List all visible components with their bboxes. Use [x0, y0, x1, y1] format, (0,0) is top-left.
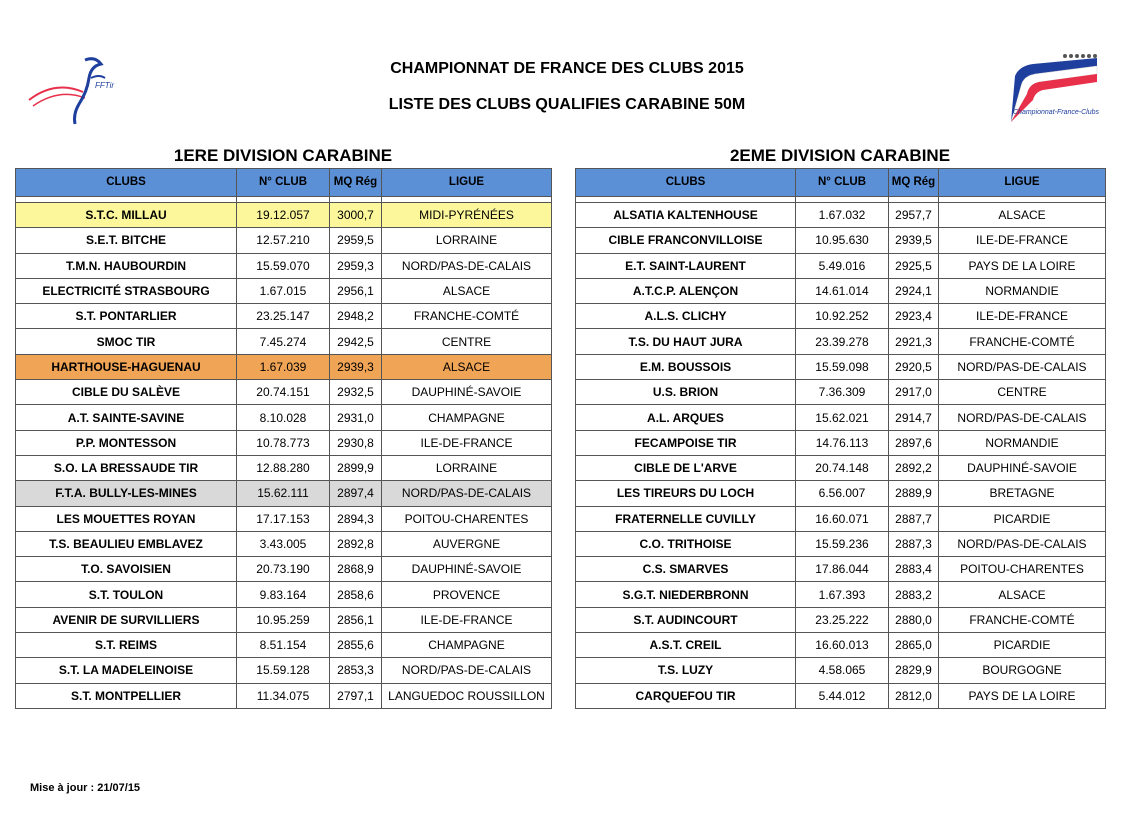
table-row: [576, 228, 1106, 253]
club-cell: E.T. SAINT-LAURENT: [576, 253, 796, 278]
club-cell: S.T. LA MADELEINOISE: [16, 658, 237, 683]
club-number-cell: 17.17.153: [237, 506, 330, 531]
table-row: [16, 658, 552, 683]
svg-text:Championnat-France-Clubs: Championnat-France-Clubs: [1013, 109, 1099, 116]
table-row: [576, 506, 1106, 531]
club-cell: FECAMPOISE TIR: [576, 430, 796, 455]
mq-reg-cell: 2920,5: [889, 354, 939, 379]
mq-reg-cell: 2923,4: [889, 304, 939, 329]
club-number-cell: 1.67.015: [237, 278, 330, 303]
ligue-cell: LORRAINE: [382, 228, 552, 253]
ligue-cell: CENTRE: [382, 329, 552, 354]
club-number-cell: 23.25.147: [237, 304, 330, 329]
club-cell: U.S. BRION: [576, 380, 796, 405]
mq-reg-cell: 2942,5: [330, 329, 382, 354]
col-header-mq-reg: MQ Rég: [330, 169, 382, 197]
ligue-cell: PROVENCE: [382, 582, 552, 607]
mq-reg-cell: 2959,5: [330, 228, 382, 253]
club-cell: A.L. ARQUES: [576, 405, 796, 430]
ligue-cell: ILE-DE-FRANCE: [939, 304, 1106, 329]
ligue-cell: BRETAGNE: [939, 481, 1106, 506]
club-number-cell: 8.51.154: [237, 633, 330, 658]
mq-reg-cell: 2917,0: [889, 380, 939, 405]
mq-reg-cell: 2932,5: [330, 380, 382, 405]
club-number-cell: 20.73.190: [237, 557, 330, 582]
table-row: [576, 481, 1106, 506]
col-header-num-club: N° CLUB: [237, 169, 330, 197]
mq-reg-cell: 2899,9: [330, 455, 382, 480]
ligue-cell: CHAMPAGNE: [382, 405, 552, 430]
club-cell: CIBLE DE L'ARVE: [576, 455, 796, 480]
division2-body: [576, 197, 1106, 709]
club-cell: A.T.C.P. ALENÇON: [576, 278, 796, 303]
club-cell: S.T. MONTPELLIER: [16, 683, 237, 708]
mq-reg-cell: 2892,8: [330, 531, 382, 556]
club-cell: AVENIR DE SURVILLIERS: [16, 607, 237, 632]
mq-reg-cell: 2959,3: [330, 253, 382, 278]
club-cell: ELECTRICITÉ STRASBOURG: [16, 278, 237, 303]
mq-reg-cell: 3000,7: [330, 203, 382, 228]
club-number-cell: 7.45.274: [237, 329, 330, 354]
ligue-cell: POITOU-CHARENTES: [382, 506, 552, 531]
club-cell: T.S. BEAULIEU EMBLAVEZ: [16, 531, 237, 556]
club-number-cell: 10.95.630: [796, 228, 889, 253]
mq-reg-cell: 2887,3: [889, 531, 939, 556]
mq-reg-cell: 2914,7: [889, 405, 939, 430]
ligue-cell: BOURGOGNE: [939, 658, 1106, 683]
club-cell: S.O. LA BRESSAUDE TIR: [16, 455, 237, 480]
ligue-cell: AUVERGNE: [382, 531, 552, 556]
col-header-num-club: N° CLUB: [796, 169, 889, 197]
mq-reg-cell: 2957,7: [889, 203, 939, 228]
ligue-cell: NORD/PAS-DE-CALAIS: [382, 253, 552, 278]
ligue-cell: FRANCHE-COMTÉ: [939, 607, 1106, 632]
mq-reg-cell: 2883,4: [889, 557, 939, 582]
club-cell: S.G.T. NIEDERBRONN: [576, 582, 796, 607]
club-cell: C.O. TRITHOISE: [576, 531, 796, 556]
ligue-cell: FRANCHE-COMTÉ: [939, 329, 1106, 354]
club-number-cell: 15.62.021: [796, 405, 889, 430]
ligue-cell: CHAMPAGNE: [382, 633, 552, 658]
ligue-cell: CENTRE: [939, 380, 1106, 405]
club-number-cell: 14.76.113: [796, 430, 889, 455]
ligue-cell: NORD/PAS-DE-CALAIS: [939, 531, 1106, 556]
club-cell: CIBLE DU SALÈVE: [16, 380, 237, 405]
club-number-cell: 12.57.210: [237, 228, 330, 253]
ligue-cell: NORD/PAS-DE-CALAIS: [382, 658, 552, 683]
col-header-mq-reg: MQ Rég: [889, 169, 939, 197]
mq-reg-cell: 2829,9: [889, 658, 939, 683]
col-header-ligue: LIGUE: [382, 169, 552, 197]
table-row: [576, 329, 1106, 354]
ligue-cell: MIDI-PYRÉNÉES: [382, 203, 552, 228]
table-row: [16, 380, 552, 405]
table-row: [16, 278, 552, 303]
club-number-cell: 15.62.111: [237, 481, 330, 506]
club-number-cell: 8.10.028: [237, 405, 330, 430]
club-number-cell: 1.67.032: [796, 203, 889, 228]
club-cell: SMOC TIR: [16, 329, 237, 354]
ligue-cell: LANGUEDOC ROUSSILLON: [382, 683, 552, 708]
club-cell: A.L.S. CLICHY: [576, 304, 796, 329]
club-cell: CARQUEFOU TIR: [576, 683, 796, 708]
table-row: [576, 253, 1106, 278]
mq-reg-cell: 2894,3: [330, 506, 382, 531]
club-cell: S.T. REIMS: [16, 633, 237, 658]
division1-title: 1ERE DIVISION CARABINE: [173, 146, 393, 165]
club-cell: CIBLE FRANCONVILLOISE: [576, 228, 796, 253]
table-row: [16, 683, 552, 708]
table-row: [576, 683, 1106, 708]
ligue-cell: DAUPHINÉ-SAVOIE: [382, 380, 552, 405]
mq-reg-cell: 2880,0: [889, 607, 939, 632]
club-number-cell: 5.44.012: [796, 683, 889, 708]
ligue-cell: ALSACE: [939, 203, 1106, 228]
table-header-row: [16, 169, 552, 197]
club-number-cell: 16.60.013: [796, 633, 889, 658]
club-number-cell: 7.36.309: [796, 380, 889, 405]
club-cell: HARTHOUSE-HAGUENAU: [16, 354, 237, 379]
club-number-cell: 10.92.252: [796, 304, 889, 329]
club-number-cell: 10.95.259: [237, 607, 330, 632]
club-number-cell: 5.49.016: [796, 253, 889, 278]
table-row: [16, 455, 552, 480]
mq-reg-cell: 2948,2: [330, 304, 382, 329]
club-cell: A.T. SAINTE-SAVINE: [16, 405, 237, 430]
ligue-cell: LORRAINE: [382, 455, 552, 480]
ligue-cell: NORD/PAS-DE-CALAIS: [382, 481, 552, 506]
club-cell: S.E.T. BITCHE: [16, 228, 237, 253]
ligue-cell: NORMANDIE: [939, 278, 1106, 303]
club-number-cell: 1.67.393: [796, 582, 889, 607]
page-title: CHAMPIONNAT DE FRANCE DES CLUBS 2015: [390, 60, 744, 77]
table-row: [576, 531, 1106, 556]
ligue-cell: NORD/PAS-DE-CALAIS: [939, 405, 1106, 430]
table-row: [16, 430, 552, 455]
table-row: [576, 633, 1106, 658]
table-header-row: [576, 169, 1106, 197]
club-cell: LES TIREURS DU LOCH: [576, 481, 796, 506]
mq-reg-cell: 2856,1: [330, 607, 382, 632]
mq-reg-cell: 2931,0: [330, 405, 382, 430]
update-date: Mise à jour : 21/07/15: [30, 782, 141, 794]
club-number-cell: 9.83.164: [237, 582, 330, 607]
club-number-cell: 3.43.005: [237, 531, 330, 556]
table-row: [16, 506, 552, 531]
ligue-cell: FRANCHE-COMTÉ: [382, 304, 552, 329]
club-number-cell: 16.60.071: [796, 506, 889, 531]
table-row: [576, 607, 1106, 632]
ligue-cell: ALSACE: [382, 354, 552, 379]
table-row: [576, 430, 1106, 455]
ligue-cell: ILE-DE-FRANCE: [382, 430, 552, 455]
club-cell: T.S. DU HAUT JURA: [576, 329, 796, 354]
mq-reg-cell: 2956,1: [330, 278, 382, 303]
mq-reg-cell: 2889,9: [889, 481, 939, 506]
ligue-cell: DAUPHINÉ-SAVOIE: [939, 455, 1106, 480]
ligue-cell: ALSACE: [939, 582, 1106, 607]
club-number-cell: 20.74.148: [796, 455, 889, 480]
ligue-cell: DAUPHINÉ-SAVOIE: [382, 557, 552, 582]
col-header-ligue: LIGUE: [939, 169, 1106, 197]
table-row: [16, 633, 552, 658]
ligue-cell: PICARDIE: [939, 506, 1106, 531]
mq-reg-cell: 2883,2: [889, 582, 939, 607]
ligue-cell: PAYS DE LA LOIRE: [939, 683, 1106, 708]
club-number-cell: 15.59.128: [237, 658, 330, 683]
ligue-cell: ILE-DE-FRANCE: [382, 607, 552, 632]
club-number-cell: 12.88.280: [237, 455, 330, 480]
ligue-cell: PAYS DE LA LOIRE: [939, 253, 1106, 278]
club-number-cell: 10.78.773: [237, 430, 330, 455]
table-row: [16, 203, 552, 228]
table-row: [16, 607, 552, 632]
mq-reg-cell: 2939,5: [889, 228, 939, 253]
mq-reg-cell: 2858,6: [330, 582, 382, 607]
table-row: [576, 405, 1106, 430]
club-number-cell: 14.61.014: [796, 278, 889, 303]
club-number-cell: 1.67.039: [237, 354, 330, 379]
svg-text:FFTir: FFTir: [95, 81, 115, 90]
club-cell: C.S. SMARVES: [576, 557, 796, 582]
table-row: [16, 405, 552, 430]
club-cell: S.T. TOULON: [16, 582, 237, 607]
club-cell: F.T.A. BULLY-LES-MINES: [16, 481, 237, 506]
table-row: [576, 557, 1106, 582]
club-cell: ALSATIA KALTENHOUSE: [576, 203, 796, 228]
club-cell: S.T. AUDINCOURT: [576, 607, 796, 632]
club-number-cell: 17.86.044: [796, 557, 889, 582]
club-cell: P.P. MONTESSON: [16, 430, 237, 455]
table-row: [16, 253, 552, 278]
table-row: [576, 203, 1106, 228]
table-row: [16, 354, 552, 379]
club-cell: E.M. BOUSSOIS: [576, 354, 796, 379]
table-row: [576, 658, 1106, 683]
club-cell: T.S. LUZY: [576, 658, 796, 683]
division1-body: [16, 197, 552, 709]
mq-reg-cell: 2897,6: [889, 430, 939, 455]
mq-reg-cell: 2887,7: [889, 506, 939, 531]
club-number-cell: 4.58.065: [796, 658, 889, 683]
club-number-cell: 15.59.070: [237, 253, 330, 278]
table-row: [16, 228, 552, 253]
ligue-cell: NORD/PAS-DE-CALAIS: [939, 354, 1106, 379]
table-row: [16, 304, 552, 329]
mq-reg-cell: 2853,3: [330, 658, 382, 683]
club-number-cell: 19.12.057: [237, 203, 330, 228]
col-header-clubs: CLUBS: [576, 169, 796, 197]
mq-reg-cell: 2924,1: [889, 278, 939, 303]
table-row: [576, 304, 1106, 329]
club-number-cell: 23.39.278: [796, 329, 889, 354]
division2-table: [575, 168, 1106, 709]
mq-reg-cell: 2897,4: [330, 481, 382, 506]
table-row: [576, 380, 1106, 405]
ligue-cell: PICARDIE: [939, 633, 1106, 658]
ligue-cell: POITOU-CHARENTES: [939, 557, 1106, 582]
mq-reg-cell: 2865,0: [889, 633, 939, 658]
table-row: [16, 582, 552, 607]
club-cell: S.T. PONTARLIER: [16, 304, 237, 329]
club-cell: S.T.C. MILLAU: [16, 203, 237, 228]
ligue-cell: NORMANDIE: [939, 430, 1106, 455]
club-cell: T.O. SAVOISIEN: [16, 557, 237, 582]
table-row: [576, 278, 1106, 303]
club-number-cell: 23.25.222: [796, 607, 889, 632]
table-row: [16, 557, 552, 582]
club-cell: T.M.N. HAUBOURDIN: [16, 253, 237, 278]
club-number-cell: 11.34.075: [237, 683, 330, 708]
club-cell: A.S.T. CREIL: [576, 633, 796, 658]
mq-reg-cell: 2921,3: [889, 329, 939, 354]
table-row: [16, 531, 552, 556]
mq-reg-cell: 2855,6: [330, 633, 382, 658]
club-number-cell: 20.74.151: [237, 380, 330, 405]
table-row: [16, 329, 552, 354]
mq-reg-cell: 2797,1: [330, 683, 382, 708]
club-number-cell: 6.56.007: [796, 481, 889, 506]
division1-table: [15, 168, 552, 709]
club-cell: LES MOUETTES ROYAN: [16, 506, 237, 531]
ligue-cell: ILE-DE-FRANCE: [939, 228, 1106, 253]
mq-reg-cell: 2812,0: [889, 683, 939, 708]
mq-reg-cell: 2939,3: [330, 354, 382, 379]
mq-reg-cell: 2925,5: [889, 253, 939, 278]
table-row: [576, 455, 1106, 480]
table-row: [16, 481, 552, 506]
ligue-cell: ALSACE: [382, 278, 552, 303]
table-row: [576, 582, 1106, 607]
mq-reg-cell: 2868,9: [330, 557, 382, 582]
table-row: [576, 354, 1106, 379]
club-cell: FRATERNELLE CUVILLY: [576, 506, 796, 531]
page-subtitle: LISTE DES CLUBS QUALIFIES CARABINE 50M: [388, 96, 746, 113]
col-header-clubs: CLUBS: [16, 169, 237, 197]
club-number-cell: 15.59.098: [796, 354, 889, 379]
club-number-cell: 15.59.236: [796, 531, 889, 556]
mq-reg-cell: 2930,8: [330, 430, 382, 455]
mq-reg-cell: 2892,2: [889, 455, 939, 480]
division2-title: 2EME DIVISION CARABINE: [729, 146, 951, 165]
